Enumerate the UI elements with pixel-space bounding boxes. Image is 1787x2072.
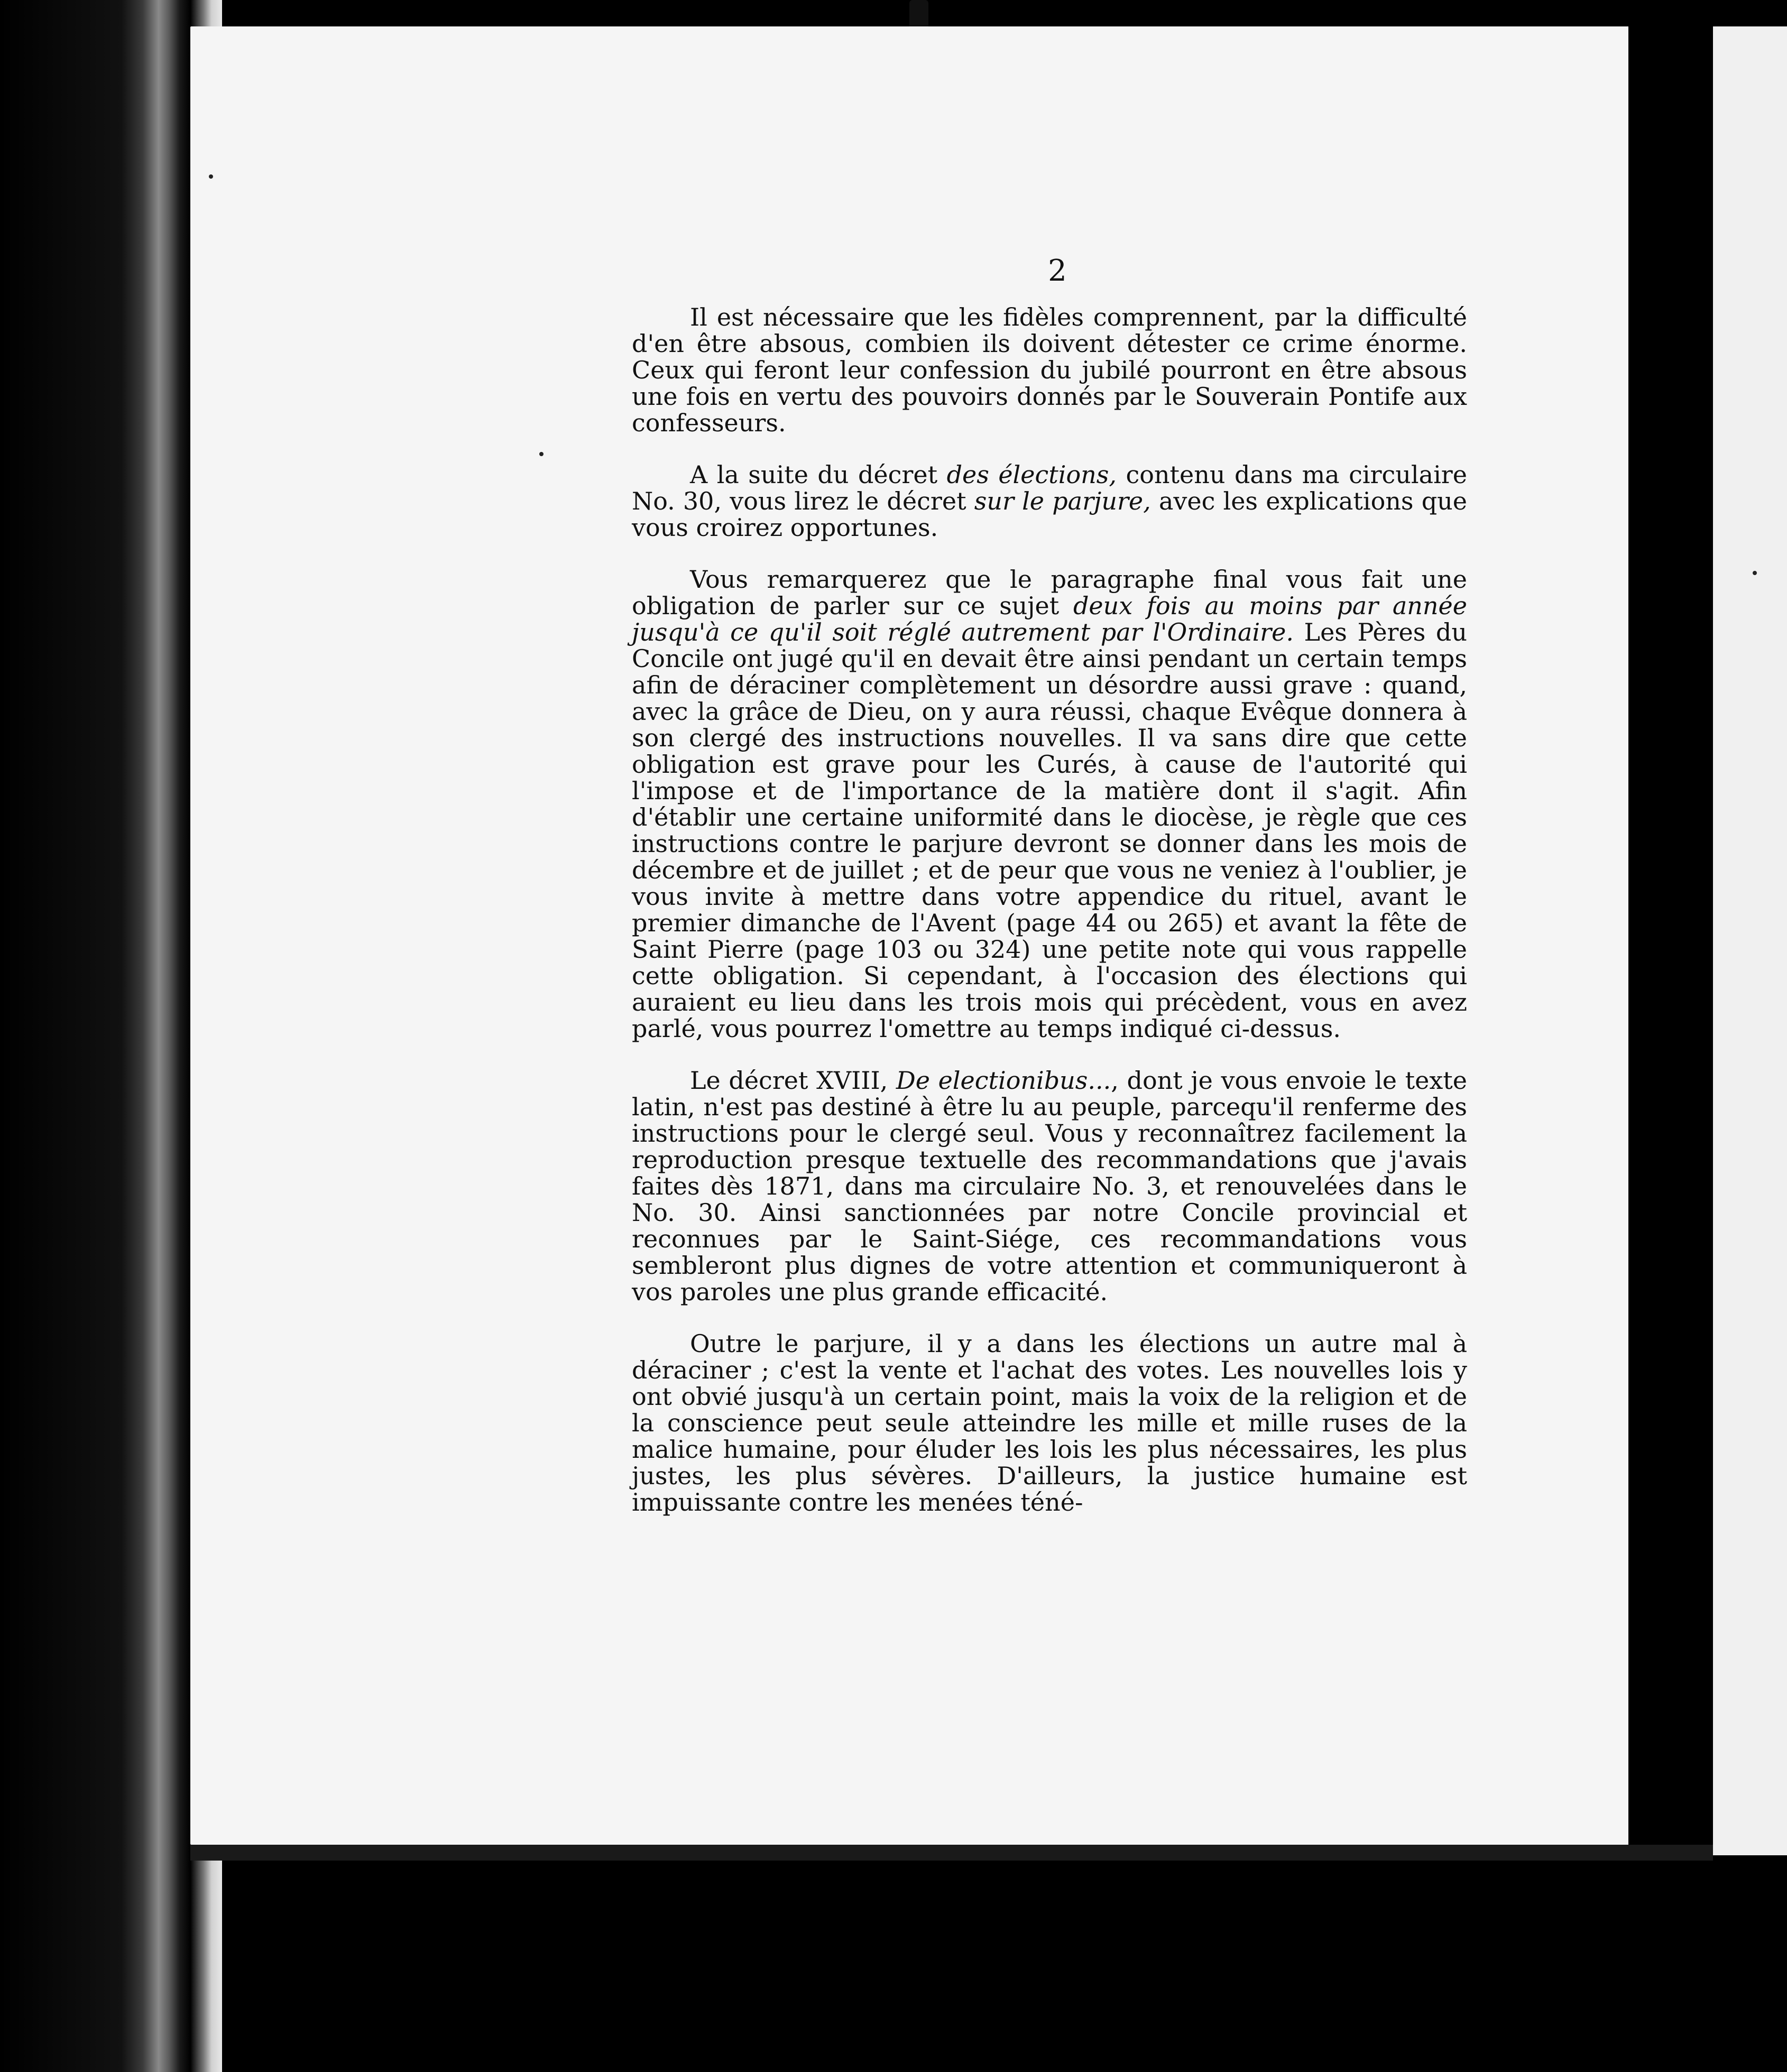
speck: [1753, 571, 1757, 575]
text-run: Les Pères du Concile ont jugé qu'il en devait être ainsi pendant un certain temps afin de déraciner complètement un désordre aussi grave : quand, avec la grâce de Dieu, on y aura réussi, chaque Evêque donnera à son clergé des instructions nouvelles. Il va sans dire que cette obligation est grave pour les Curés, à cause de l'autorité qui l'impose et de l'importance de la matière dont il s'agit. Afin d'établir une certaine uniformité dans le diocèse, je règle que ces instructions contre le parjure devront se donner dans les mois de décembre et de juillet ; et de peur que vous ne veniez à l'oublier, je vous invite à mettre dans votre appendice du rituel, avant le premier dimanche de l'Avent (page 44 ou 265) et avant la fête de Saint Pierre (page 103 ou 324) une petite note qui vous rappelle cette obligation. Si cependant, à l'occasion des élections qui auraient eu lieu dans les trois mois qui précèdent, vous en avez parlé, vous pourrez l'omettre au temps indiqué ci-dessus.: [632, 618, 1467, 1043]
text-run: , dont je vous envoie le texte latin, n'est pas destiné à être lu au peuple, parcequ'il renferme des instructions pour le clergé seul. Vous y reconnaîtrez facilement la reproduction presque textuelle des recommandations que j'avais faites dès 1871, dans ma circulaire No. 3, et renouvelées dans le No. 30. Ainsi sanctionnées par notre Concile provincial et reconnues par le Saint-Siége, ces recommandations vous sembleront plus dignes de votre attention et communiqueront à vos paroles une plus grande efficacité.: [632, 1066, 1468, 1306]
italic-text: des élections,: [946, 460, 1117, 489]
book-spine: [0, 0, 222, 2072]
paragraph: [632, 461, 1467, 541]
text-run: avec les explications que vous croirez opportunes.: [632, 487, 1467, 542]
text-run: Outre le parjure, il y a dans les élections un autre mal à déraciner ; c'est la vente et l'achat des votes. Les nouvelles lois y ont obvié jusqu'à un certain point, mais la voix de la religion et de la conscience peut seule atteindre les mille et mille ruses de la malice humaine, pour éluder les lois les plus nécessaires, les plus justes, les plus sévères. D'ailleurs, la justice humaine est impuissante contre les menées téné-: [632, 1329, 1467, 1516]
text-run: Vous remarquerez que le paragraphe final vous fait une obligation de parler sur ce sujet: [632, 565, 1467, 620]
text-run: A la suite du décret: [690, 460, 947, 489]
page-gutter: [1628, 21, 1713, 1855]
speck: [539, 452, 544, 456]
paragraph: [632, 1330, 1467, 1515]
speck: [209, 174, 213, 179]
page-number: 2: [1048, 254, 1067, 288]
paragraph: [632, 304, 1467, 436]
text-run: contenu dans ma circulaire No. 30, vous lirez le décret: [632, 460, 1467, 515]
paragraph: [632, 1067, 1467, 1305]
italic-text: sur le parjure,: [974, 487, 1151, 515]
body-text: [632, 304, 1467, 1515]
text-run: Il est nécessaire que les fidèles comprennent, par la difficulté d'en être absous, combien ils doivent détester ce crime énorme. Ceux qui feront leur confession du jubilé pourront en être absous une fois en vertu des pouvoirs donnés par le Souverain Pontife aux confesseurs.: [632, 303, 1467, 437]
text-run: Le décret XVIII,: [690, 1066, 896, 1095]
next-page-edge: [1713, 26, 1787, 1855]
italic-text: deux fois au moins par année jusqu'à ce qu'il soit réglé autrement par l'Ordinaire.: [632, 591, 1467, 646]
paragraph: [632, 566, 1467, 1042]
page-bottom-edge: [190, 1845, 1713, 1861]
italic-text: De electionibus...: [896, 1066, 1111, 1095]
